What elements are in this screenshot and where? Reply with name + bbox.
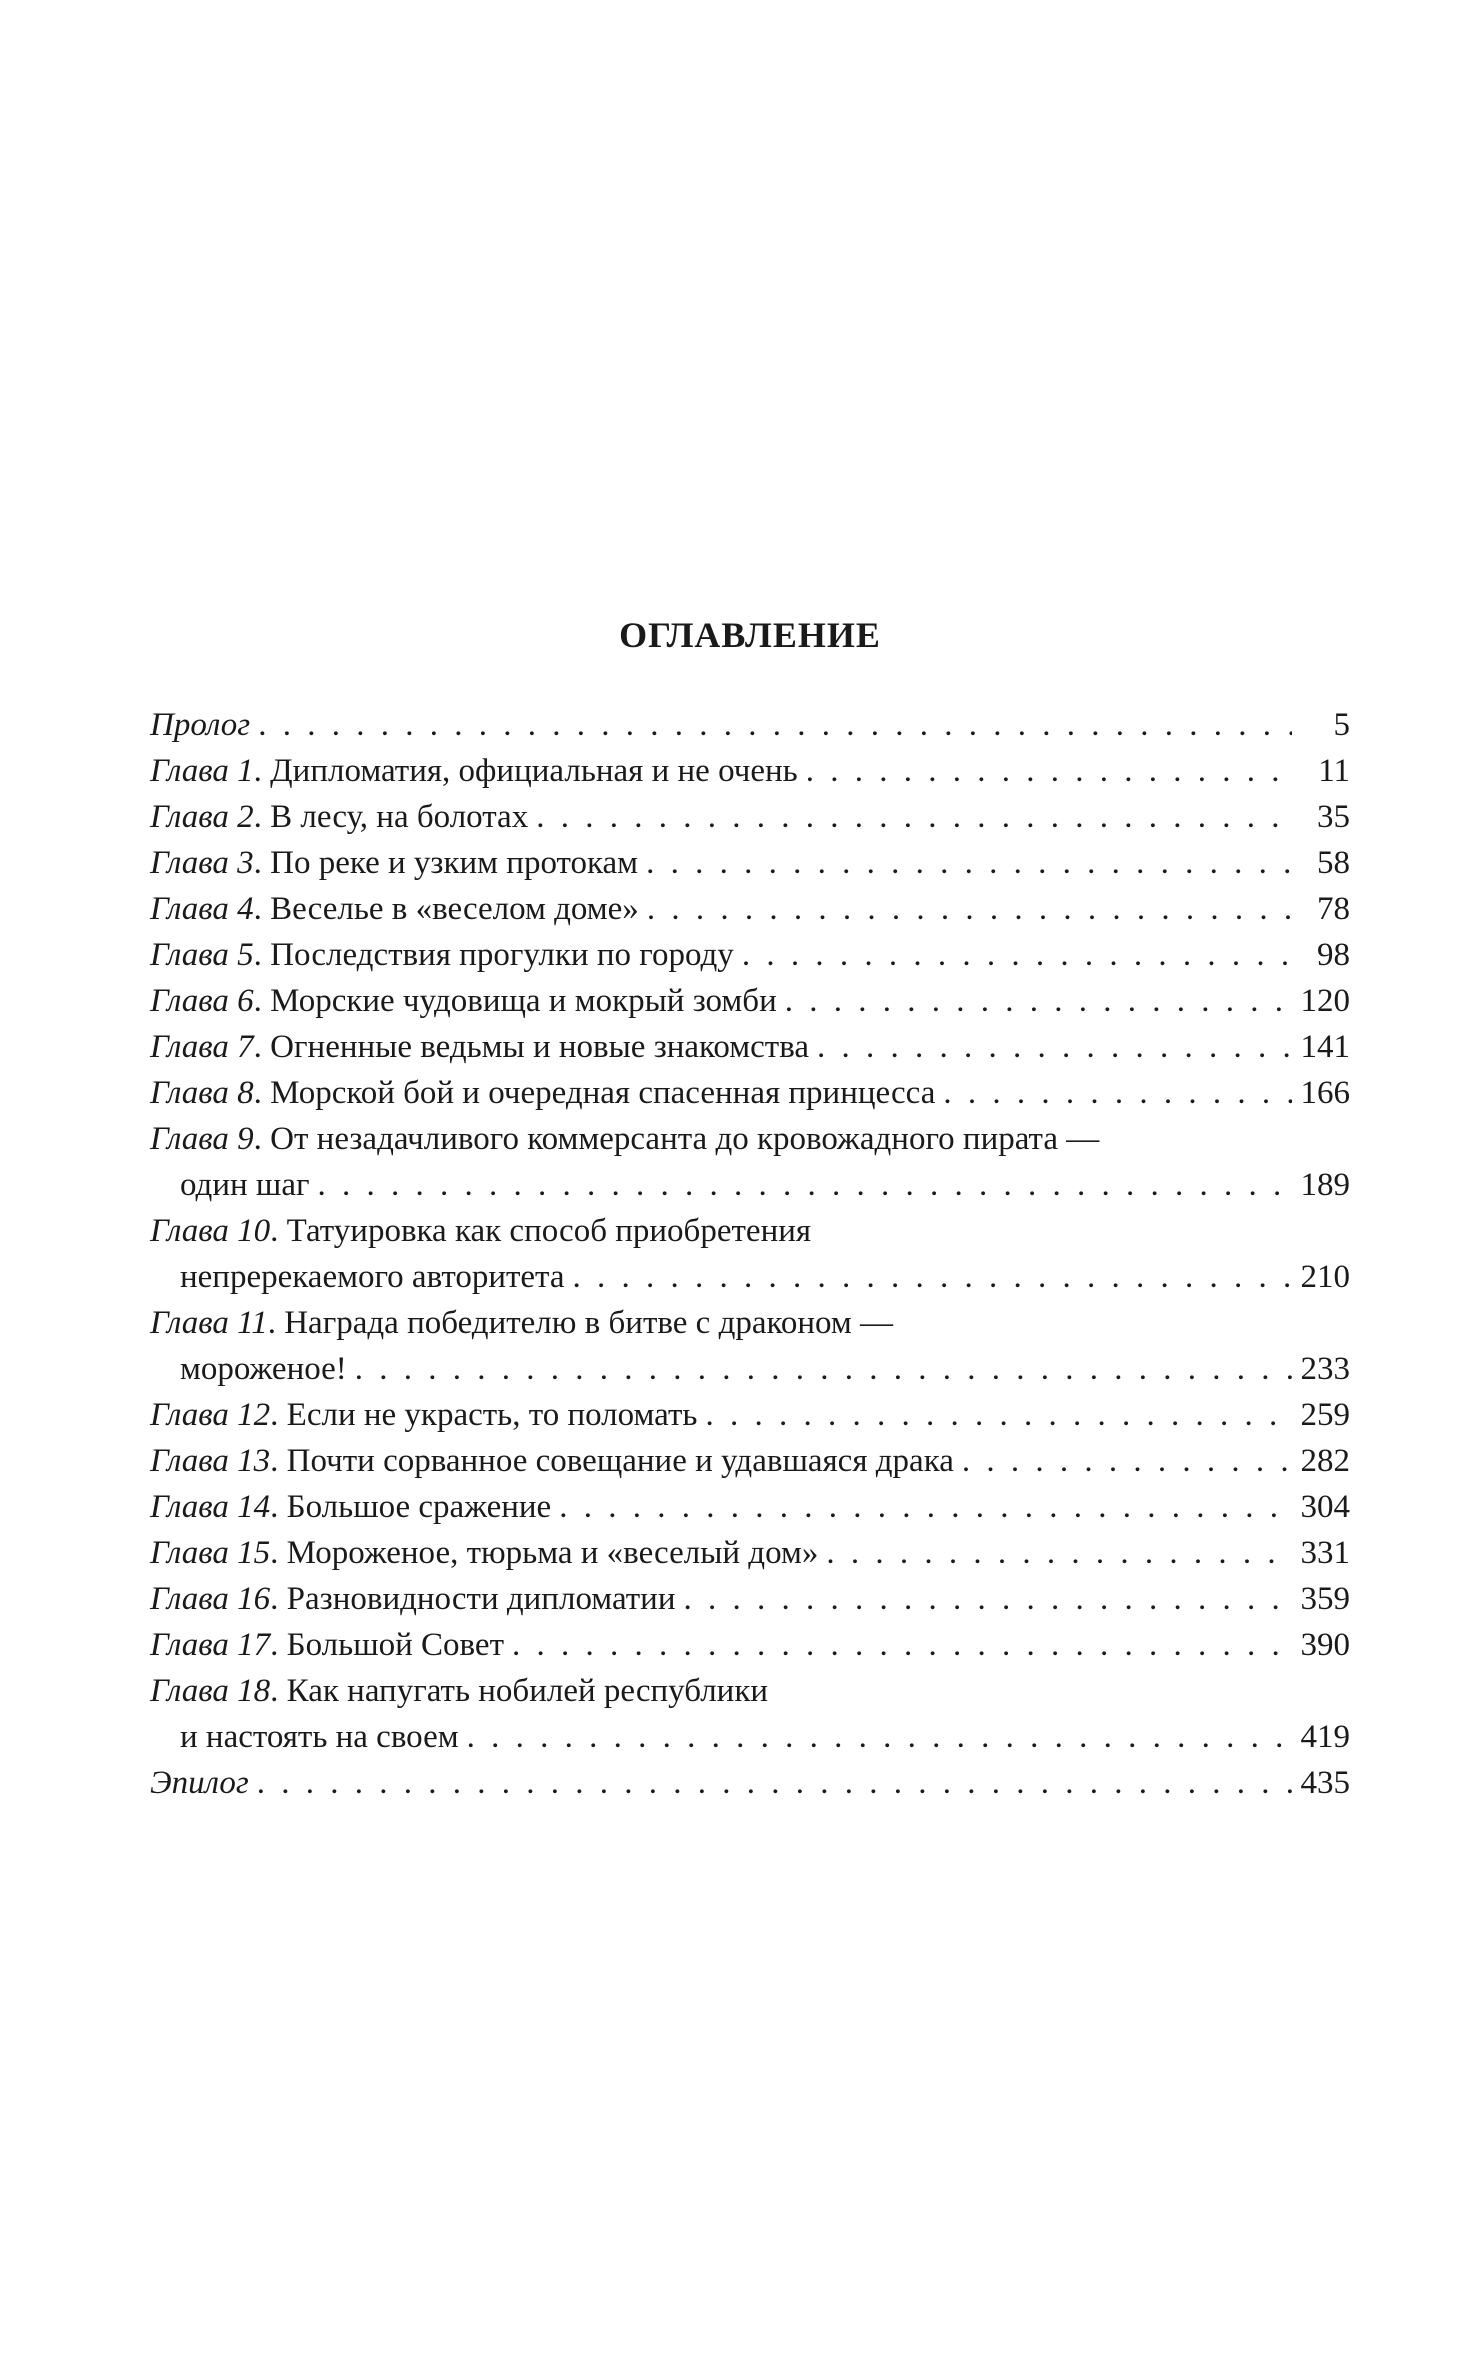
toc-entry: [150, 794, 1350, 840]
page-number: 210: [1300, 1259, 1350, 1295]
toc-entry: [150, 1484, 1350, 1530]
chapter-label: Глава 18: [150, 1673, 271, 1709]
chapter-title: Как напугать нобилей республики: [286, 1673, 769, 1709]
chapter-separator: .: [270, 1535, 287, 1571]
dot-leader: [646, 840, 1292, 886]
dot-leader: [817, 1024, 1292, 1070]
chapter-label: Глава 5: [150, 937, 254, 973]
chapter-title: Татуировка как способ приобретения: [286, 1213, 812, 1249]
chapter-title: Морской бой и очередная спасенная принцесса: [270, 1075, 936, 1111]
chapter-separator: .: [267, 1305, 285, 1341]
chapter-label: Глава 12: [150, 1397, 271, 1433]
dot-leader: [573, 1254, 1292, 1300]
page-number: 390: [1300, 1627, 1350, 1663]
dot-leader: [258, 702, 1292, 748]
toc-entry: [150, 1116, 1350, 1208]
page-number: 304: [1300, 1489, 1350, 1525]
chapter-title: Морские чудовища и мокрый зомби: [270, 983, 777, 1019]
chapter-separator: .: [253, 1029, 271, 1065]
chapter-separator: .: [253, 799, 271, 835]
chapter-separator: .: [270, 1397, 287, 1433]
toc-entry: [150, 702, 1350, 748]
dot-leader: [257, 1760, 1292, 1806]
chapter-separator: .: [270, 1673, 287, 1709]
chapter-title: Мороженое, тюрьма и «веселый дом»: [286, 1535, 819, 1571]
toc-entry: [150, 1438, 1350, 1484]
chapter-title: Разновидности дипломатии: [286, 1581, 676, 1617]
chapter-title-continuation: один шаг: [180, 1167, 310, 1203]
chapter-separator: .: [253, 891, 271, 927]
chapter-label: Глава 9: [150, 1121, 254, 1157]
chapter-label: Глава 15: [150, 1535, 271, 1571]
toc-entries: [150, 702, 1350, 1806]
dot-leader: [943, 1070, 1292, 1116]
chapter-title-continuation: мороженое!: [180, 1351, 347, 1387]
page-number: 35: [1317, 799, 1350, 835]
chapter-label: Глава 4: [150, 891, 254, 927]
toc-entry: [150, 886, 1350, 932]
page-number: 141: [1300, 1029, 1350, 1065]
chapter-label: Эпилог: [150, 1765, 249, 1801]
chapter-label: Глава 16: [150, 1581, 271, 1617]
chapter-title-continuation: и настоять на своем: [180, 1719, 459, 1755]
dot-leader: [705, 1392, 1292, 1438]
page-number: 419: [1300, 1719, 1350, 1755]
chapter-separator: .: [253, 753, 271, 789]
chapter-separator: .: [253, 983, 271, 1019]
chapter-label: Пролог: [150, 707, 251, 743]
dot-leader: [785, 978, 1292, 1024]
chapter-label: Глава 14: [150, 1489, 271, 1525]
page-number: 120: [1300, 983, 1350, 1019]
toc-entry: [150, 1070, 1350, 1116]
toc-entry: [150, 978, 1350, 1024]
toc-entry: [150, 1024, 1350, 1070]
dot-leader: [647, 886, 1292, 932]
chapter-title: В лесу, на болотах: [270, 799, 529, 835]
toc-entry: [150, 1208, 1350, 1300]
page-number: 435: [1300, 1765, 1350, 1801]
toc-entry: [150, 1668, 1350, 1760]
page-number: 331: [1300, 1535, 1350, 1571]
page-number: 282: [1300, 1443, 1350, 1479]
chapter-title: От незадачливого коммерсанта до кровожадного пирата —: [270, 1121, 1100, 1157]
chapter-separator: .: [270, 1213, 287, 1249]
chapter-separator: .: [270, 1489, 287, 1525]
dot-leader: [512, 1622, 1292, 1668]
toc-entry: [150, 1392, 1350, 1438]
chapter-label: Глава 1: [150, 753, 254, 789]
dot-leader: [467, 1714, 1292, 1760]
table-of-contents: [150, 612, 1350, 1806]
dot-leader: [962, 1438, 1292, 1484]
dot-leader: [684, 1576, 1292, 1622]
chapter-separator: .: [253, 1121, 271, 1157]
chapter-label: Глава 13: [150, 1443, 271, 1479]
toc-entry: [150, 1760, 1350, 1806]
toc-entry: [150, 932, 1350, 978]
page-number: 189: [1300, 1167, 1350, 1203]
chapter-title-continuation: непререкаемого авторитета: [180, 1259, 565, 1295]
chapter-title: Почти сорванное совещание и удавшаяся драка: [286, 1443, 954, 1479]
chapter-title: Огненные ведьмы и новые знакомства: [270, 1029, 810, 1065]
page-number: 5: [1333, 707, 1350, 743]
chapter-label: Глава 2: [150, 799, 254, 835]
page-number: 233: [1300, 1351, 1350, 1387]
chapter-title: Большое сражение: [286, 1489, 552, 1525]
chapter-separator: .: [270, 1443, 287, 1479]
chapter-title: Последствия прогулки по городу: [270, 937, 734, 973]
dot-leader: [318, 1162, 1292, 1208]
page-title: ОГЛАВЛЕНИЕ: [619, 615, 881, 655]
page-number: 98: [1317, 937, 1350, 973]
chapter-separator: .: [253, 845, 271, 881]
dot-leader: [355, 1346, 1292, 1392]
chapter-title: Веселье в «веселом доме»: [270, 891, 639, 927]
chapter-label: Глава 6: [150, 983, 254, 1019]
page-number: 11: [1318, 753, 1350, 789]
dot-leader: [826, 1530, 1292, 1576]
chapter-label: Глава 8: [150, 1075, 254, 1111]
chapter-label: Глава 7: [150, 1029, 254, 1065]
chapter-label: Глава 17: [150, 1627, 271, 1663]
toc-entry: [150, 1530, 1350, 1576]
dot-leader: [536, 794, 1292, 840]
chapter-title: Большой Совет: [286, 1627, 504, 1663]
chapter-separator: .: [253, 1075, 271, 1111]
toc-entry: [150, 840, 1350, 886]
chapter-label: Глава 10: [150, 1213, 271, 1249]
chapter-label: Глава 11: [150, 1305, 268, 1341]
chapter-separator: .: [253, 937, 271, 973]
chapter-title: По реке и узким протокам: [270, 845, 639, 881]
page-number: 58: [1317, 845, 1350, 881]
chapter-separator: .: [270, 1627, 287, 1663]
toc-entry: [150, 1576, 1350, 1622]
page-number: 166: [1300, 1075, 1350, 1111]
chapter-title: Дипломатия, официальная и не очень: [270, 753, 798, 789]
dot-leader: [559, 1484, 1292, 1530]
page-number: 259: [1300, 1397, 1350, 1433]
dot-leader: [742, 932, 1292, 978]
chapter-label: Глава 3: [150, 845, 254, 881]
page-number: 78: [1317, 891, 1350, 927]
chapter-title: Награда победителю в битве с драконом —: [284, 1305, 894, 1341]
dot-leader: [806, 748, 1292, 794]
toc-entry: [150, 1622, 1350, 1668]
chapter-title: Если не украсть, то поломать: [286, 1397, 698, 1433]
page-number: 359: [1300, 1581, 1350, 1617]
toc-entry: [150, 748, 1350, 794]
toc-entry: [150, 1300, 1350, 1392]
chapter-separator: .: [270, 1581, 287, 1617]
